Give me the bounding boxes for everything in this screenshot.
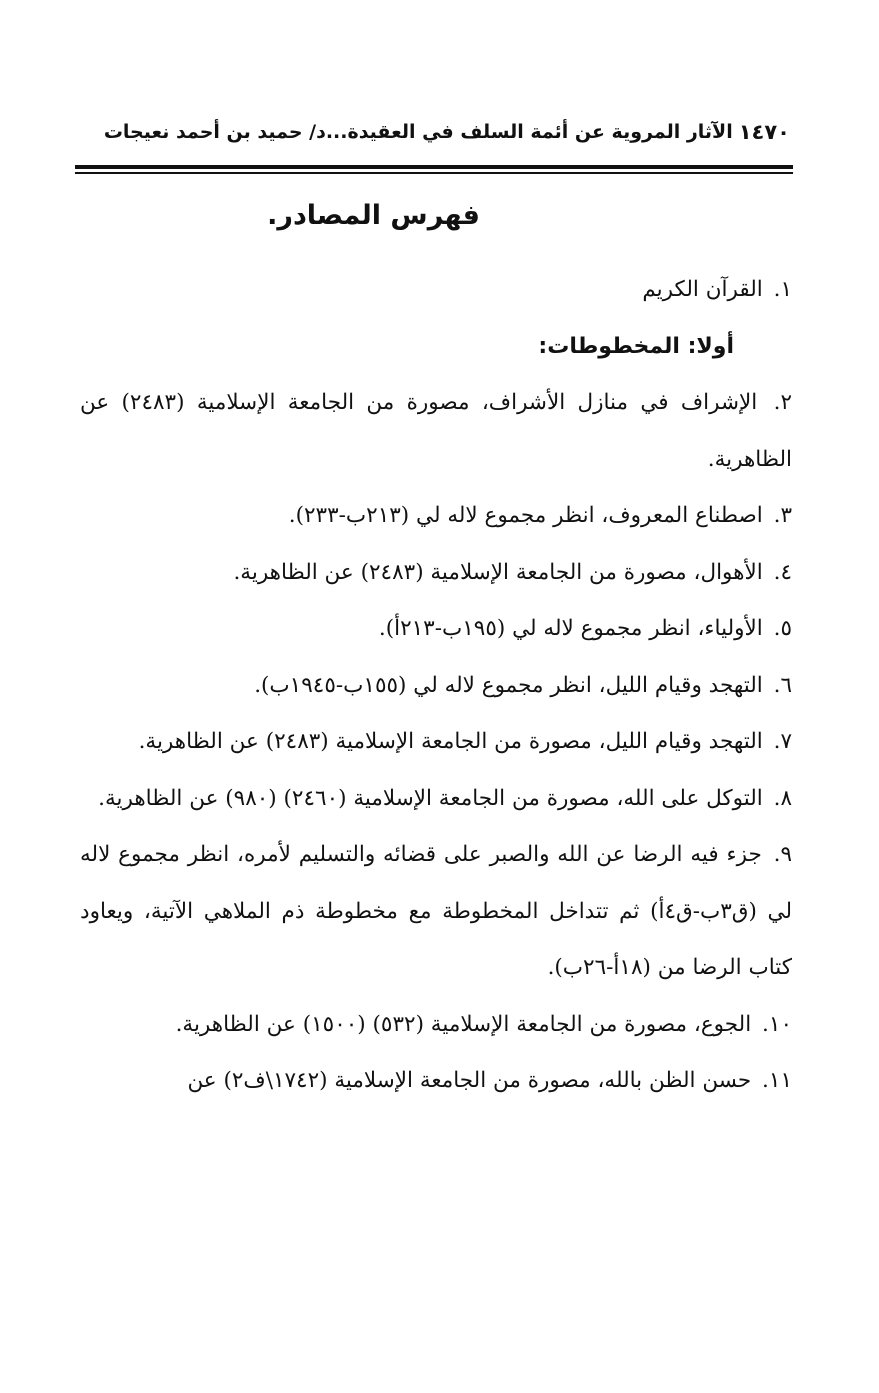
entry-number: ٣. xyxy=(773,503,792,528)
entry-text: الجوع، مصورة من الجامعة الإسلامية (٥٣٢) (١٥٠٠) عن الظاهرية. xyxy=(175,1011,752,1037)
entry-text: الإشراف في منازل الأشراف، مصورة من الجامعة الإسلامية (٢٤٨٣) عن الظاهرية. xyxy=(80,390,792,472)
entry-text: حسن الظن بالله، مصورة من الجامعة الإسلامية (١٧٤٢\ف٢) عن xyxy=(187,1068,752,1093)
bibliography-entry xyxy=(80,262,792,319)
entry-number: ١٠. xyxy=(762,1011,792,1037)
bibliography-list xyxy=(80,262,792,1110)
entry-text: التهجد وقيام الليل، انظر مجموع لاله لي (١٥٥ب-١٩٤٥ب). xyxy=(254,672,763,698)
bibliography-entry xyxy=(80,827,792,997)
entry-text: جزء فيه الرضا عن الله والصبر على قضائه والتسليم لأمره، انظر مجموع لاله لي (ق٣ب-ق٤أ) ثم تتداخل المخطوطة مع مخطوطة ذم الملاهي الآتية، ويعاود كتاب الرضا من (١٨أ-٢٦ب). xyxy=(80,842,793,980)
bibliography-entry xyxy=(80,771,792,828)
entry-number: ١. xyxy=(773,277,792,302)
entry-text: التوكل على الله، مصورة من الجامعة الإسلامية (٢٤٦٠) (٩٨٠) عن الظاهرية. xyxy=(98,785,763,811)
entry-number: ٩. xyxy=(773,842,793,867)
header-rule-thin xyxy=(75,172,793,174)
entry-number: ٥. xyxy=(773,616,792,641)
section-title: فهرس المصادر. xyxy=(267,200,480,231)
entry-text: الأهوال، مصورة من الجامعة الإسلامية (٢٤٨٣) عن الظاهرية. xyxy=(233,559,763,585)
bibliography-entry xyxy=(80,545,792,602)
running-header xyxy=(78,112,790,152)
entry-number: ٤. xyxy=(773,559,792,585)
manuscripts-subheading: أولا: المخطوطات: xyxy=(538,333,734,359)
header-rule-thick xyxy=(75,165,793,169)
page-number: ١٤٧٠ xyxy=(738,120,790,144)
bibliography-entry xyxy=(80,997,792,1054)
entry-number: ٢. xyxy=(773,390,792,415)
bibliography-entry xyxy=(80,1053,792,1110)
entry-text: اصطناع المعروف، انظر مجموع لاله لي (٢١٣ب-٢٣٣). xyxy=(288,503,763,528)
entry-number: ٦. xyxy=(773,672,792,698)
entry-text: الأولياء، انظر مجموع لاله لي (١٩٥ب-٢١٣أ). xyxy=(378,616,763,641)
entry-number: ٧. xyxy=(773,729,792,754)
entry-text: القرآن الكريم xyxy=(642,277,763,302)
running-title: الآثار المروية عن أئمة السلف في العقيدة...د/ حميد بن أحمد نعيجات xyxy=(103,121,733,143)
bibliography-entry xyxy=(80,658,792,715)
bibliography-entry xyxy=(80,714,792,771)
bibliography-entry xyxy=(80,601,792,658)
entry-text: التهجد وقيام الليل، مصورة من الجامعة الإسلامية (٢٤٨٣) عن الظاهرية. xyxy=(138,729,763,754)
entry-number: ١١. xyxy=(762,1068,792,1093)
bibliography-entry xyxy=(80,375,792,488)
entry-number: ٨. xyxy=(773,785,792,811)
bibliography-entry xyxy=(80,488,792,545)
